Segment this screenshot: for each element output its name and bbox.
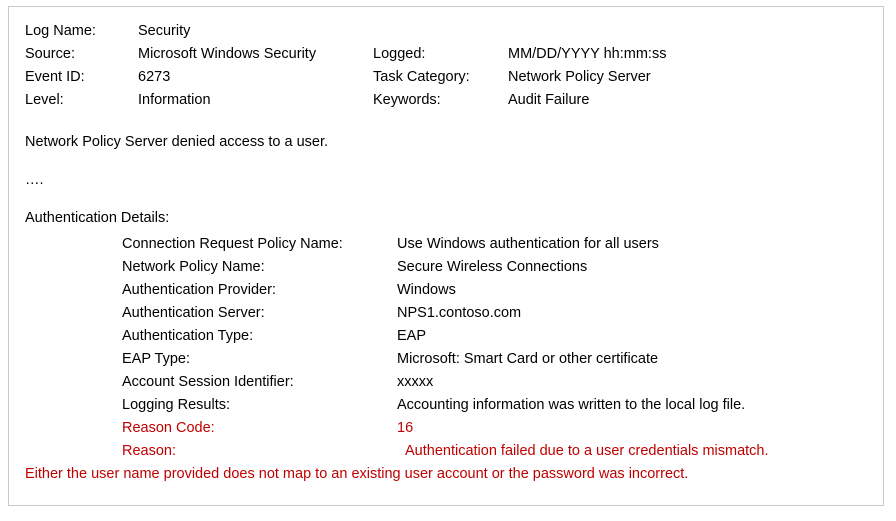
detail-value-eap-type: Microsoft: Smart Card or other certificate [397,351,659,367]
field-label-row0-right [373,21,508,41]
field-label-task-category: Task Category: [373,69,470,85]
detail-value-reason-code: 16 [397,420,414,436]
field-value-keywords: Audit Failure [508,92,590,108]
detail-value-network-policy-name: Secure Wireless Connections [397,259,588,275]
field-value-row0-right [508,21,867,41]
field-label-source: Source: [25,46,75,62]
authentication-details-title: Authentication Details: [25,210,170,226]
detail-key-authentication-provider: Authentication Provider: [122,282,276,298]
field-label-log-name: Log Name: [25,23,96,39]
field-value-logged: MM/DD/YYYY hh:mm:ss [508,46,667,62]
detail-value-logging-results: Accounting information was written to the local log file. [397,397,746,413]
field-label-keywords: Keywords: [373,92,441,108]
ellipsis-text: …. [25,172,44,188]
detail-key-authentication-type: Authentication Type: [122,328,254,344]
event-details-card [8,6,884,506]
detail-key-authentication-server: Authentication Server: [122,305,265,321]
field-value-event-id: 6273 [138,69,171,85]
field-label-event-id: Event ID: [25,69,85,85]
field-value-task-category: Network Policy Server [508,69,651,85]
detail-value-connection-request-policy-name: Use Windows authentication for all users [397,236,659,252]
failure-explanation-text: Either the user name provided does not map to an existing user account or the password was incorrect. [25,466,689,482]
authentication-details-list [25,234,867,462]
detail-value-reason: Authentication failed due to a user credentials mismatch. [405,443,769,459]
event-summary-text: Network Policy Server denied access to a user. [25,134,329,150]
detail-key-eap-type: EAP Type: [122,351,190,367]
detail-key-logging-results: Logging Results: [122,397,231,413]
field-value-level: Information [138,92,211,108]
field-value-log-name: Security [138,23,191,39]
field-value-source: Microsoft Windows Security [138,46,317,62]
detail-key-network-policy-name: Network Policy Name: [122,259,265,275]
detail-value-authentication-server: NPS1.contoso.com [397,305,522,321]
detail-key-account-session-identifier: Account Session Identifier: [122,374,294,390]
field-label-logged: Logged: [373,46,426,62]
detail-value-account-session-identifier: xxxxx [397,374,434,390]
event-header [25,21,867,110]
detail-key-reason-code: Reason Code: [122,420,215,436]
field-label-level: Level: [25,92,64,108]
detail-key-reason: Reason: [122,443,177,459]
detail-value-authentication-type: EAP [397,328,427,344]
detail-key-connection-request-policy-name: Connection Request Policy Name: [122,236,343,252]
detail-value-authentication-provider: Windows [397,282,456,298]
